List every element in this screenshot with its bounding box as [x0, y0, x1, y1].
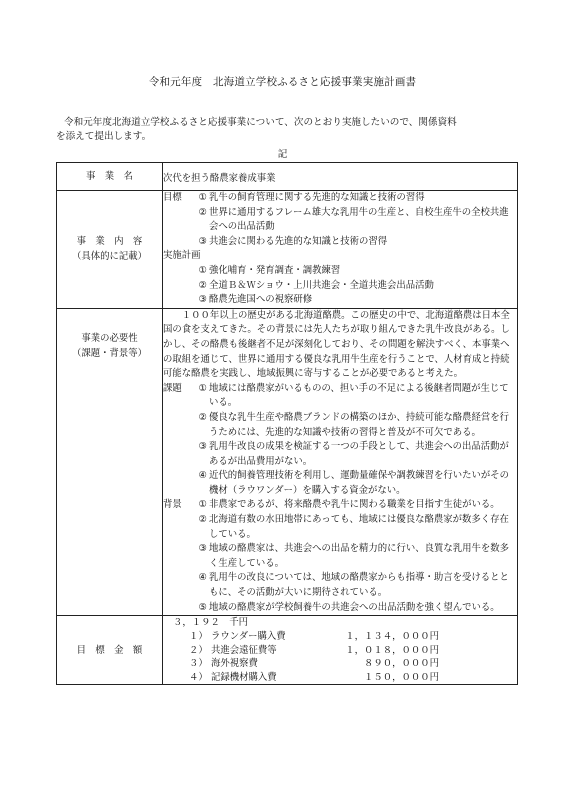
goal-text: 世界に通用するフレーム雄大な乳用牛の生産と、自校生産牛の全校共進会への出品活動 — [209, 206, 509, 233]
goal-text: 乳牛の飼育管理に関する先進的な知識と技術の習得 — [209, 192, 425, 203]
target-amount-total: ３，１９２ 千円 — [173, 617, 249, 629]
target-amount-label-cell — [57, 616, 163, 685]
cost-item-number: ４） — [189, 671, 208, 683]
goal-item — [163, 191, 517, 206]
background-key: 背景 — [163, 499, 182, 511]
issue-number: ④ — [198, 470, 207, 482]
background-item — [163, 601, 517, 616]
issue-item — [163, 440, 517, 469]
table-row-target-amount — [57, 616, 518, 685]
goal-item — [163, 206, 517, 235]
plan-text: 酪農先進国への視察研修 — [209, 294, 313, 306]
goal-number: ① — [198, 192, 207, 203]
project-name-label: 事 業 名 — [86, 171, 133, 182]
intro-text — [56, 116, 526, 144]
cost-item-amount: １，０１８，０００円 — [345, 644, 439, 656]
background-text: 非農家であるが、将来酪農や乳牛に関わる職業を目指す生徒がいる。 — [209, 499, 500, 511]
cost-item — [163, 630, 517, 644]
cost-item-number: ３） — [189, 658, 208, 670]
cost-item-amount: ８９０，０００円 — [363, 658, 439, 670]
necessity-label: 事業の必要性 — [81, 332, 138, 344]
plan-number: ③ — [198, 294, 207, 306]
issue-item — [163, 382, 517, 411]
document-title: 令和元年度 北海道立学校ふるさと応援事業実施計画書 — [148, 76, 417, 88]
table-row-content — [57, 191, 518, 309]
cost-item-name: 記録機材購入費 — [211, 671, 277, 683]
table-row-necessity — [57, 308, 518, 615]
necessity-value-cell — [163, 308, 518, 615]
plan-item — [163, 264, 517, 279]
table-row-project-name — [57, 163, 518, 191]
background-number: ③ — [198, 543, 207, 555]
content-sublabel: （具体的に記載） — [71, 251, 147, 263]
intro-line-2: を添えて提出します。 — [56, 131, 152, 142]
plan-table — [56, 162, 518, 685]
issue-number: ② — [198, 411, 207, 423]
background-number: ① — [198, 499, 207, 511]
cost-item-name: ラウンダー購入費 — [211, 631, 286, 643]
background-item — [163, 498, 517, 513]
issue-item — [163, 469, 517, 498]
issue-text: 地域には酪農家がいるものの、担い手の不足による後継者問題が生じている。 — [209, 382, 509, 409]
background-item — [163, 542, 517, 571]
background-item — [163, 571, 517, 600]
goal-number: ③ — [198, 235, 207, 247]
goal-key: 目標 — [163, 192, 182, 203]
necessity-label-cell — [57, 308, 163, 615]
cost-item-amount: １５０，０００円 — [363, 671, 439, 683]
goal-text: 共進会に関わる先進的な知識と技術の習得 — [209, 235, 388, 247]
cost-item — [163, 644, 517, 658]
plan-text: 強化哺育・発育調査・調教練習 — [209, 264, 341, 276]
target-amount-value-cell — [163, 616, 518, 685]
plan-key-row — [163, 249, 517, 264]
issue-number: ③ — [198, 441, 207, 453]
background-number: ⑤ — [198, 601, 207, 613]
issue-number: ① — [198, 382, 207, 394]
issue-text: 乳用牛改良の成果を検証する一つの手段として、共進会への出品活動があるが出品費用がない。 — [209, 441, 509, 467]
target-amount-label: 目 標 金 額 — [76, 644, 143, 656]
background-number: ④ — [198, 572, 207, 584]
plan-key: 実施計画 — [163, 250, 201, 262]
cost-item — [163, 657, 517, 671]
plan-item — [163, 279, 517, 294]
content-label-cell — [57, 191, 163, 309]
background-text: 地域の酪農家は、共進会への出品を精力的に行い、良質な乳用牛を数多く生産している。 — [209, 543, 510, 569]
content-label: 事 業 内 容 — [76, 236, 143, 248]
plan-text: 全道Ｂ＆Ｗショウ・上川共進会・全道共進会出品活動 — [209, 279, 434, 291]
plan-item — [163, 293, 517, 308]
cost-item-number: ２） — [189, 644, 208, 656]
background-text: 乳用牛の改良については、地域の酪農家からも指導・助言を受けるとともに、その活動が大いに期待されている。 — [209, 572, 509, 599]
intro-line-1: 令和元年度北海道立学校ふるさと応援事業について、次のとおり実施したいので、関係資料 — [64, 117, 457, 128]
issue-text: 近代的飼養管理技術を利用し、運動量確保や調教練習を行いたいがその機材（ラウワンダー）を購入する資金がない。 — [209, 470, 510, 496]
plan-number: ② — [198, 279, 207, 291]
necessity-paragraph: １００年以上の歴史がある北海道酪農。この歴史の中で、北海道酪農は日本全国の食を支えてきた。その背景には先人たちが取り組んできた乳牛改良がある。しかし、その酪農も後継者不足が深刻化しており、その問題を解決すべく、本事業への取組を通じて、世界に通用する優良な乳用牛生産を行うことで、人材育成と持続可能な酪農を実践し、地域振興に寄与することが必要であると考えた。 — [163, 309, 510, 380]
content-value-cell — [163, 191, 518, 309]
cost-item-name: 共進会遠征費等 — [211, 644, 277, 656]
background-item — [163, 513, 517, 542]
background-text: 北海道有数の水田地帯にあっても、地域には優良な酪農家が数多く存在している。 — [209, 514, 509, 540]
cost-item — [163, 671, 517, 685]
project-name-value: 次代を担う酪農家養成事業 — [163, 163, 518, 191]
plan-number: ① — [198, 264, 207, 276]
necessity-sublabel: （課題・背景等） — [71, 347, 147, 359]
cost-item-number: １） — [189, 631, 208, 643]
cost-item-amount: １，１３４，０００円 — [345, 631, 439, 643]
issue-item — [163, 411, 517, 440]
cost-item-name: 海外視察費 — [211, 658, 258, 670]
goal-number: ② — [198, 206, 207, 218]
ki-heading: 記 — [277, 149, 288, 160]
background-text: 地域の酪農家が学校飼養牛の共進会への出品活動を強く望んでいる。 — [209, 601, 500, 613]
background-number: ② — [198, 514, 207, 526]
issue-key: 課題 — [163, 382, 182, 394]
issue-text: 優良な乳牛生産や酪農ブランドの構築のほか、持続可能な酪農経営を行うためには、先進的な知識や技術の習得と普及が不可欠である。 — [209, 411, 510, 438]
goal-item — [163, 235, 517, 250]
project-name-label-cell — [57, 163, 163, 191]
